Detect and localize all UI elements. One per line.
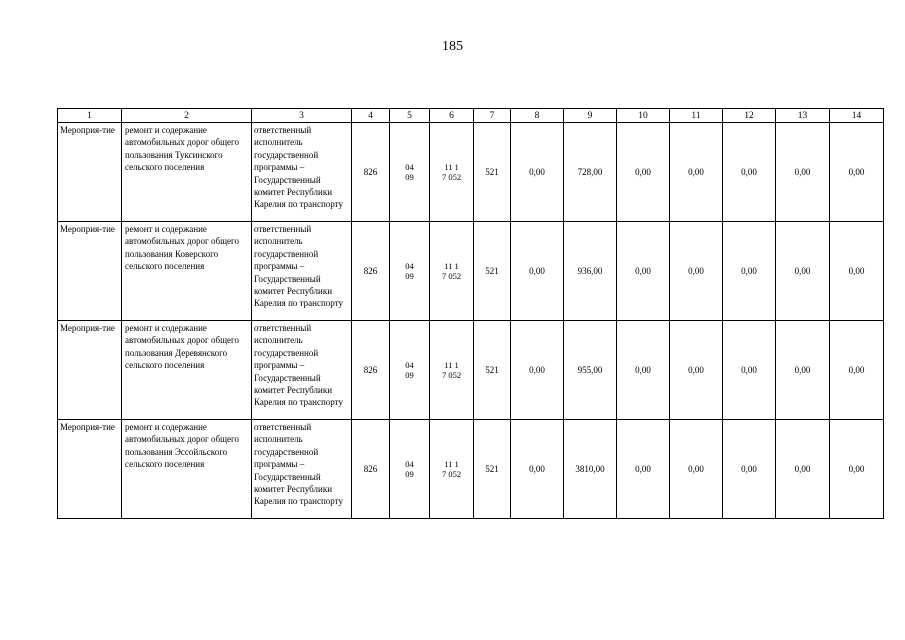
header-cell: 14 — [830, 109, 884, 123]
value-cell-8: 0,00 — [511, 420, 564, 519]
value-cell-10: 0,00 — [617, 123, 670, 222]
value-cell-11: 0,00 — [670, 123, 723, 222]
value-cell-12: 0,00 — [723, 321, 776, 420]
executor-cell: ответственный исполнитель государственной программы – Государственный комитет Республики Карелия по транспорту — [252, 123, 352, 222]
value-cell-13: 0,00 — [776, 222, 830, 321]
header-cell: 5 — [390, 109, 430, 123]
value-cell-8: 0,00 — [511, 321, 564, 420]
rzpr-cell — [390, 321, 430, 420]
rzpr-cell — [390, 123, 430, 222]
table-row — [58, 321, 884, 420]
pr-value: 09 — [405, 370, 414, 380]
csr-part-2: 7 052 — [441, 370, 462, 380]
activity-type-cell: Мероприя-тие — [58, 222, 122, 321]
header-cell: 11 — [670, 109, 723, 123]
grbs-cell: 826 — [352, 123, 390, 222]
grbs-cell: 826 — [352, 420, 390, 519]
activity-type-cell: Мероприя-тие — [58, 420, 122, 519]
header-cell: 7 — [474, 109, 511, 123]
value-cell-12: 0,00 — [723, 222, 776, 321]
csr-part-1: 11 1 — [444, 359, 459, 370]
activity-name-cell: ремонт и содержание автомобильных дорог общего пользования Туксинского сельского поселения — [122, 123, 252, 222]
grbs-cell: 826 — [352, 321, 390, 420]
csr-cell — [430, 123, 474, 222]
csr-part-2: 7 052 — [441, 469, 462, 479]
value-cell-8: 0,00 — [511, 222, 564, 321]
rz-value: 04 — [405, 458, 414, 469]
csr-cell — [430, 222, 474, 321]
header-cell: 13 — [776, 109, 830, 123]
pr-value: 09 — [405, 469, 414, 479]
header-cell: 1 — [58, 109, 122, 123]
value-cell-11: 0,00 — [670, 321, 723, 420]
grbs-cell: 826 — [352, 222, 390, 321]
value-cell-10: 0,00 — [617, 420, 670, 519]
pr-value: 09 — [405, 172, 414, 182]
value-cell-9: 955,00 — [564, 321, 617, 420]
rz-value: 04 — [405, 161, 414, 172]
pr-value: 09 — [405, 271, 414, 281]
activity-name-cell: ремонт и содержание автомобильных дорог общего пользования Коверского сельского поселения — [122, 222, 252, 321]
value-cell-13: 0,00 — [776, 123, 830, 222]
value-cell-8: 0,00 — [511, 123, 564, 222]
activity-type-cell: Мероприя-тие — [58, 321, 122, 420]
value-cell-14: 0,00 — [830, 321, 884, 420]
rz-value: 04 — [405, 260, 414, 271]
vr-cell: 521 — [474, 321, 511, 420]
header-row — [58, 109, 884, 123]
value-cell-11: 0,00 — [670, 222, 723, 321]
value-cell-14: 0,00 — [830, 222, 884, 321]
rzpr-cell — [390, 420, 430, 519]
value-cell-12: 0,00 — [723, 420, 776, 519]
value-cell-14: 0,00 — [830, 420, 884, 519]
executor-cell: ответственный исполнитель государственной программы – Государственный комитет Республики Карелия по транспорту — [252, 420, 352, 519]
value-cell-10: 0,00 — [617, 222, 670, 321]
vr-cell: 521 — [474, 222, 511, 321]
csr-part-2: 7 052 — [441, 271, 462, 281]
page-number: 185 — [442, 39, 463, 54]
header-cell: 10 — [617, 109, 670, 123]
header-cell: 6 — [430, 109, 474, 123]
header-cell: 2 — [122, 109, 252, 123]
vr-cell: 521 — [474, 420, 511, 519]
header-cell: 12 — [723, 109, 776, 123]
header-cell: 4 — [352, 109, 390, 123]
value-cell-10: 0,00 — [617, 321, 670, 420]
csr-part-2: 7 052 — [441, 172, 462, 182]
activity-type-cell: Мероприя-тие — [58, 123, 122, 222]
value-cell-13: 0,00 — [776, 420, 830, 519]
table-row — [58, 123, 884, 222]
value-cell-9: 728,00 — [564, 123, 617, 222]
rz-value: 04 — [405, 359, 414, 370]
value-cell-12: 0,00 — [723, 123, 776, 222]
csr-part-1: 11 1 — [444, 458, 459, 469]
csr-cell — [430, 420, 474, 519]
header-cell: 8 — [511, 109, 564, 123]
activity-name-cell: ремонт и содержание автомобильных дорог общего пользования Деревянского сельского поселения — [122, 321, 252, 420]
rzpr-cell — [390, 222, 430, 321]
csr-part-1: 11 1 — [444, 260, 459, 271]
csr-part-1: 11 1 — [444, 161, 459, 172]
budget-table — [57, 108, 884, 519]
executor-cell: ответственный исполнитель государственной программы – Государственный комитет Республики Карелия по транспорту — [252, 222, 352, 321]
vr-cell: 521 — [474, 123, 511, 222]
activity-name-cell: ремонт и содержание автомобильных дорог общего пользования Эссойльского сельского поселения — [122, 420, 252, 519]
executor-cell: ответственный исполнитель государственной программы – Государственный комитет Республики Карелия по транспорту — [252, 321, 352, 420]
table-row — [58, 420, 884, 519]
csr-cell — [430, 321, 474, 420]
table-row — [58, 222, 884, 321]
value-cell-9: 3810,00 — [564, 420, 617, 519]
value-cell-11: 0,00 — [670, 420, 723, 519]
value-cell-13: 0,00 — [776, 321, 830, 420]
header-cell: 3 — [252, 109, 352, 123]
value-cell-14: 0,00 — [830, 123, 884, 222]
header-cell: 9 — [564, 109, 617, 123]
value-cell-9: 936,00 — [564, 222, 617, 321]
